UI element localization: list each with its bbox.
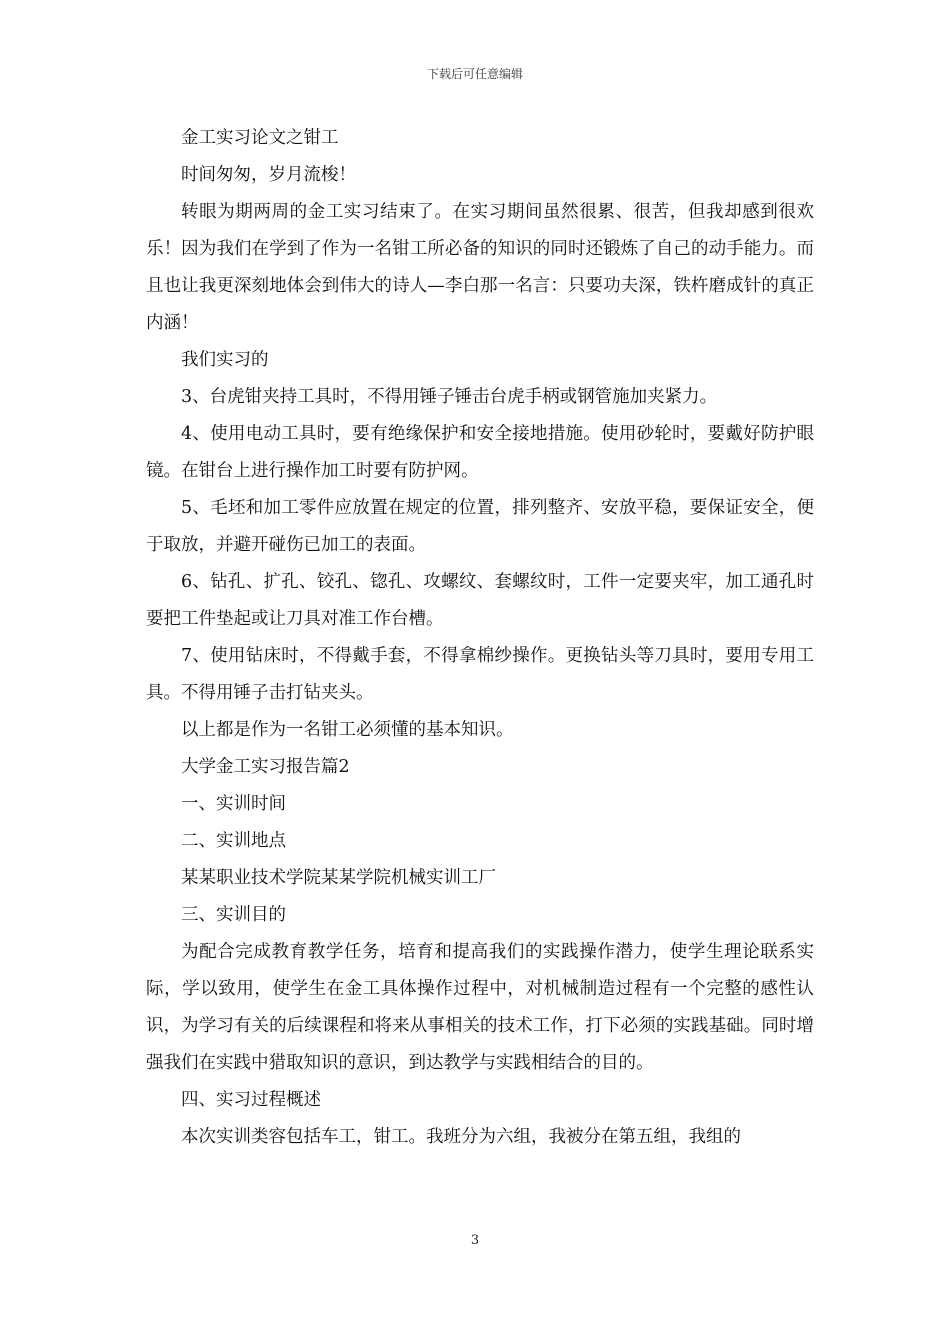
section-heading: 三、实训目的 xyxy=(181,905,286,925)
page-header-note: 下载后可任意编辑 xyxy=(426,67,523,81)
paragraph: 本次实训类容包括车工，钳工。我班分为六组，我被分在第五组，我组的 xyxy=(181,1127,741,1147)
list-item: 7、使用钻床时，不得戴手套，不得拿棉纱操作。更换钻头等刀具时，要用专用工具。不得用锤子击打钻夹头。 xyxy=(146,646,814,703)
paragraph: 时间匆匆，岁月流梭！ xyxy=(181,165,356,185)
section-heading: 二、实训地点 xyxy=(181,831,286,851)
paragraph: 以上都是作为一名钳工必须懂的基本知识。 xyxy=(181,720,514,740)
document-body xyxy=(146,120,814,1156)
list-item: 3、台虎钳夹持工具时，不得用锤子锤击台虎手柄或钢管施加夹紧力。 xyxy=(181,387,718,407)
list-item: 6、钻孔、扩孔、铰孔、锪孔、攻螺纹、套螺纹时，工件一定要夹牢，加工通孔时要把工件垫起或让刀具对准工作台槽。 xyxy=(146,572,814,629)
paragraph: 为配合完成教育教学任务，培育和提高我们的实践操作潜力，使学生理论联系实际，学以致用，使学生在金工具体操作过程中，对机械制造过程有一个完整的感性认识，为学习有关的后续课程和将来从事相关的技术工作，打下必须的实践基础。同时增强我们在实践中猎取知识的意识，到达教学与实践相结合的目的。 xyxy=(146,942,814,1073)
section-heading: 一、实训时间 xyxy=(181,794,286,814)
list-item: 5、毛坯和加工零件应放置在规定的位置，排列整齐、安放平稳，要保证安全，便于取放，并避开碰伤已加工的表面。 xyxy=(146,498,814,555)
page-number: 3 xyxy=(470,1233,480,1248)
section-heading: 四、实习过程概述 xyxy=(181,1090,321,1110)
list-item: 4、使用电动工具时，要有绝缘保护和安全接地措施。使用砂轮时，要戴好防护眼镜。在钳台上进行操作加工时要有防护网。 xyxy=(146,424,814,481)
document-title: 金工实习论文之钳工 xyxy=(181,128,339,148)
paragraph: 转眼为期两周的金工实习结束了。在实习期间虽然很累、很苦，但我却感到很欢乐！因为我们在学到了作为一名钳工所必备的知识的同时还锻炼了自己的动手能力。而且也让我更深刻地体会到伟大的诗人—李白那一名言：只要功夫深，铁杵磨成针的真正内涵！ xyxy=(146,202,814,333)
paragraph: 某某职业技术学院某某学院机械实训工厂 xyxy=(181,868,496,888)
paragraph: 我们实习的 xyxy=(181,350,269,370)
section-heading: 大学金工实习报告篇2 xyxy=(181,757,350,777)
